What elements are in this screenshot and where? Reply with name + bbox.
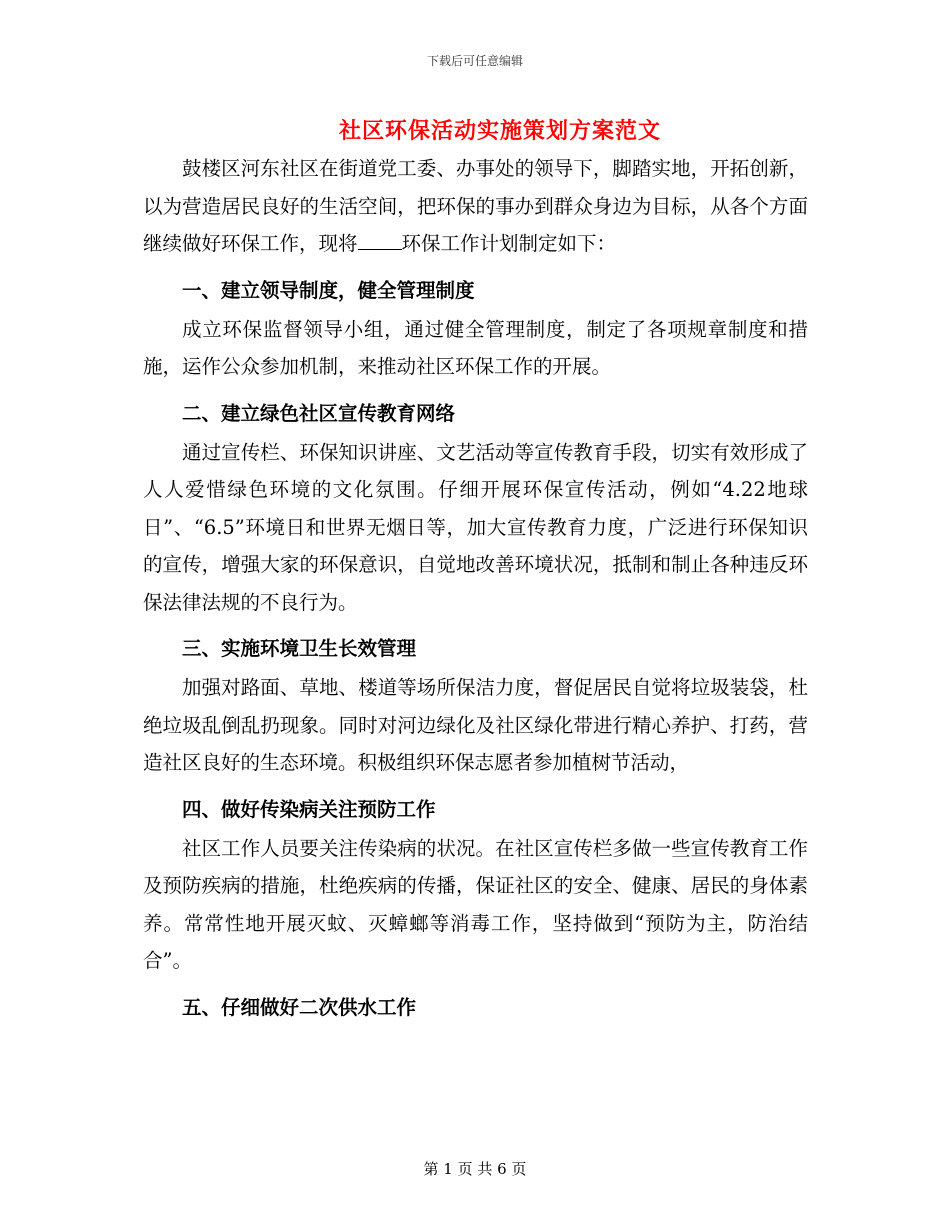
section-body-4: 社区工作人员要关注传染病的状况。在社区宣传栏多做一些宣传教育工作及预防疾病的措施，杜绝疾病的传播，保证社区的安全、健康、居民的身体素养。常常性地开展灭蚊、灭蟑螂等消毒工作，坚持做到“预防为主，防治结合”。 bbox=[143, 836, 808, 972]
section-heading-3: 三、实施环境卫生长效管理 bbox=[182, 637, 417, 660]
fill-in-blank bbox=[358, 231, 402, 250]
document-title: 社区环保活动实施策划方案范文 bbox=[338, 118, 661, 144]
section-heading-1: 一、建立领导制度，健全管理制度 bbox=[182, 278, 475, 302]
section-body-3: 加强对路面、草地、楼道等场所保洁力度，督促居民自觉将垃圾装袋，杜绝垃圾乱倒乱扔现象。同时对河边绿化及社区绿化带进行精心养护、打药，营造社区良好的生态环境。积极组织环保志愿者参加植树节活动， bbox=[143, 676, 808, 774]
intro-text-before-blank: 鼓楼区河东社区在街道党工委、办事处的领导下，脚踏实地，开拓创新，以为营造居民良好的生活空间，把环保的事办到群众身边为目标，从各个方面继续做好环保工作，现将 bbox=[143, 157, 808, 255]
section-heading-5: 五、仔细做好二次供水工作 bbox=[182, 995, 417, 1019]
intro-text-after-blank: 环保工作计划制定如下： bbox=[401, 232, 617, 255]
header-note: 下载后可任意编辑 bbox=[426, 54, 523, 68]
section-heading-4: 四、做好传染病关注预防工作 bbox=[182, 797, 436, 821]
intro-paragraph bbox=[143, 150, 808, 263]
page-footer: 第 1 页 共 6 页 bbox=[423, 1160, 527, 1178]
section-heading-2: 二、建立绿色社区宣传教育网络 bbox=[182, 401, 456, 425]
section-body-1: 成立环保监督领导小组，通过健全管理制度，制定了各项规章制度和措施，运作公众参加机制，来推动社区环保工作的开展。 bbox=[143, 317, 808, 378]
section-body-2: 通过宣传栏、环保知识讲座、文艺活动等宣传教育手段，切实有效形成了人人爱惜绿色环境的文化氛围。仔细开展环保宣传活动，例如“4.22地球日”、“6.5”环境日和世界无烟日等，加大宣传教育力度，广泛进行环保知识的宣传，增强大家的环保意识，自觉地改善环境状况，抵制和制止各种违反环保法律法规的不良行为。 bbox=[143, 440, 808, 614]
document-body bbox=[143, 150, 808, 1028]
